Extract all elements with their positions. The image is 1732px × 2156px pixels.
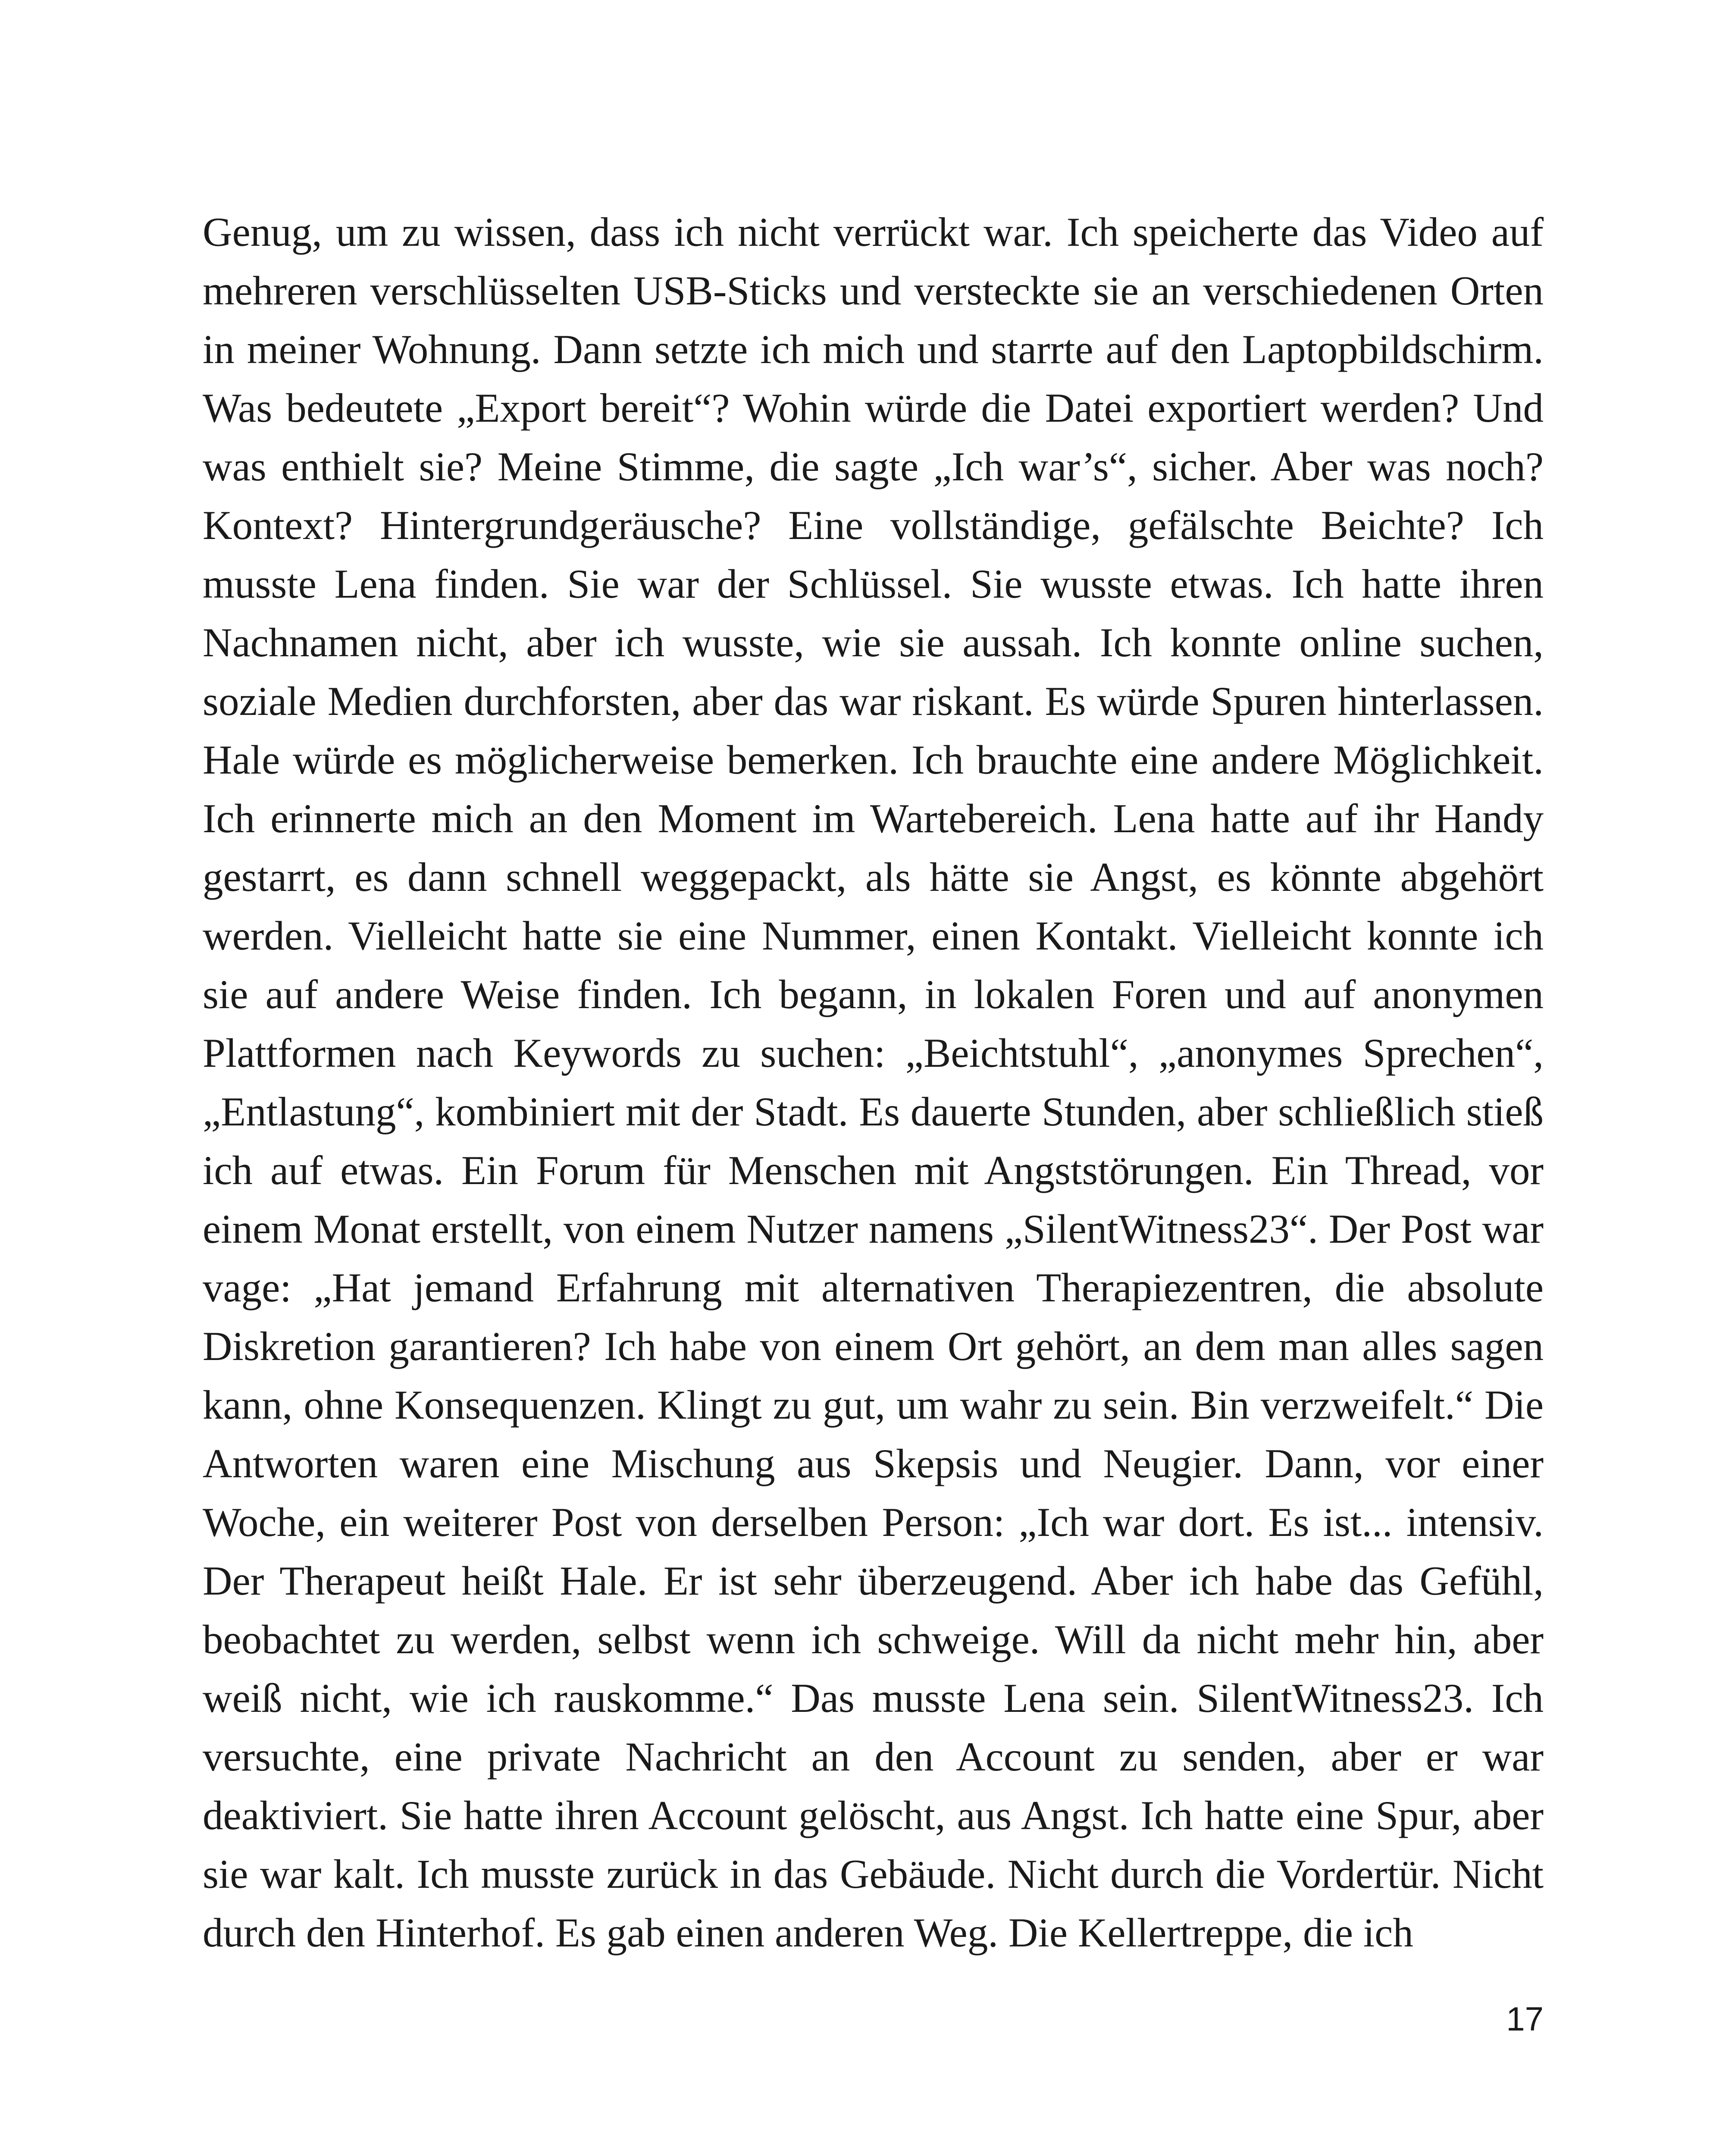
page-number: 17 bbox=[1506, 2000, 1544, 2038]
body-paragraph: Genug, um zu wissen, dass ich nicht verrückt war. Ich speicherte das Video auf mehreren verschlüsselten USB-Sticks und versteckte sie an verschiedenen Orten in meiner Wohnung. Dann setzte ich mich und starrte auf den Laptopbildschirm. Was bedeutete „Export bereit“? Wohin würde die Datei exportiert werden? Und was enthielt sie? Meine Stimme, die sagte „Ich war’s“, sicher. Aber was noch? Kontext? Hintergrundgeräusche? Eine vollständige, gefälschte Beichte? Ich musste Lena finden. Sie war der Schlüssel. Sie wusste etwas. Ich hatte ihren Nachnamen nicht, aber ich wusste, wie sie aussah. Ich konnte online suchen, soziale Medien durchforsten, aber das war riskant. Es würde Spuren hinterlassen. Hale würde es möglicherweise bemerken. Ich brauchte eine andere Möglichkeit. Ich erinnerte mich an den Moment im Wartebereich. Lena hatte auf ihr Handy gestarrt, es dann schnell weggepackt, als hätte sie Angst, es könnte abgehört werden. Vielleicht hatte sie eine Nummer, einen Kontakt. Vielleicht konnte ich sie auf andere Weise finden. Ich begann, in lokalen Foren und auf anonymen Plattformen nach Keywords zu suchen: „Beichtstuhl“, „anonymes Sprechen“, „Entlastung“, kombiniert mit der Stadt. Es dauerte Stunden, aber schließlich stieß ich auf etwas. Ein Forum für Menschen mit Angststörungen. Ein Thread, vor einem Monat erstellt, von einem Nutzer namens „SilentWitness23“. Der Post war vage: „Hat jemand Erfahrung mit alternativen Therapiezentren, die absolute Diskretion garantieren? Ich habe von einem Ort gehört, an dem man alles sagen kann, ohne Konsequenzen. Klingt zu gut, um wahr zu sein. Bin verzweifelt.“ Die Antworten waren eine Mischung aus Skepsis und Neugier. Dann, vor einer Woche, ein weiterer Post von derselben Person: „Ich war dort. Es ist... intensiv. Der Therapeut heißt Hale. Er ist sehr überzeugend. Aber ich habe das Gefühl, beobachtet zu werden, selbst wenn ich schweige. Will da nicht mehr hin, aber weiß nicht, wie ich rauskomme.“ Das musste Lena sein. SilentWitness23. Ich versuchte, eine private Nachricht an den Account zu senden, aber er war deaktiviert. Sie hatte ihren Account gelöscht, aus Angst. Ich hatte eine Spur, aber sie war kalt. Ich musste zurück in das Gebäude. Nicht durch die Vordertür. Nicht durch den Hinterhof. Es gab einen anderen Weg. Die Kellertreppe, die ich bbox=[203, 209, 1544, 1955]
